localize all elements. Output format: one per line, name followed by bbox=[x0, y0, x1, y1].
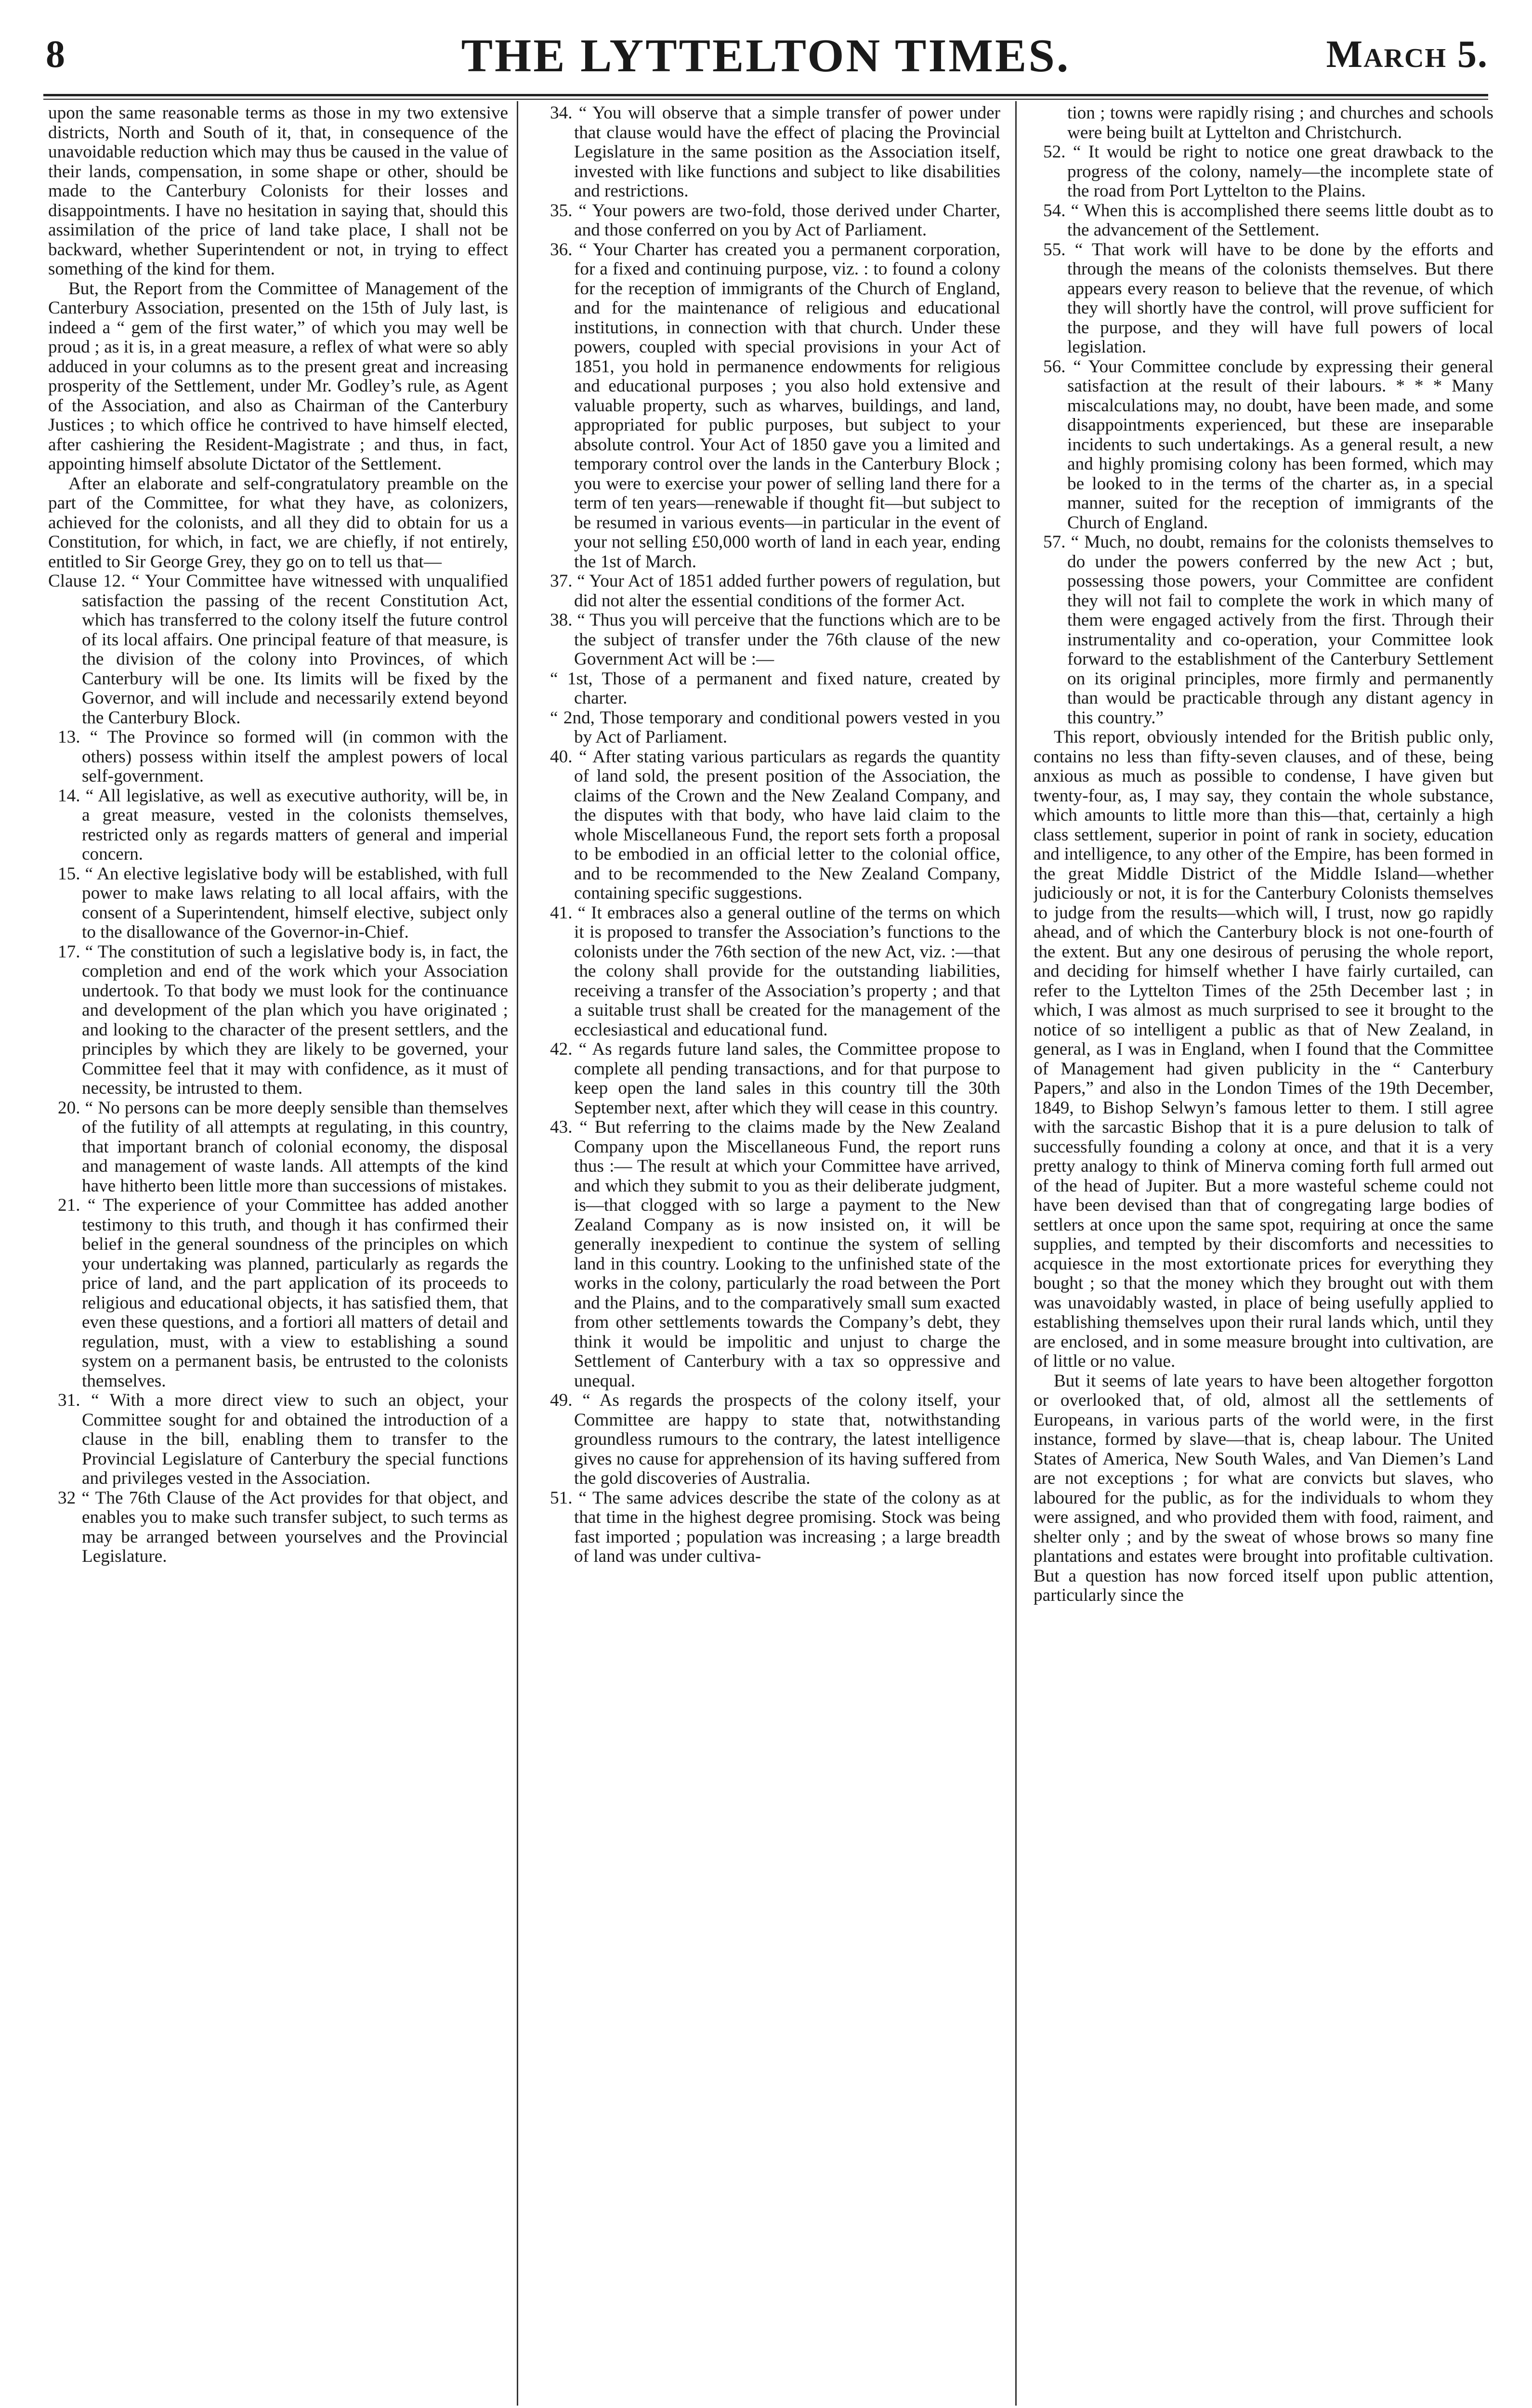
paragraph: But, the Report from the Committee of Management of the Canterbury Association, presented on the 15th of July last, is indeed a “ gem of the first water,” of which you may well be proud ; as it is, in a great measure, a reflex of what were so ably adduced in your columns as to the present great and increasing prosperity of the Settlement, under Mr. Godley’s rule, as Agent of the Association, and also as Chairman of the Canterbury Justices ; to which office he contrived to have himself elected, after cashiering the Resident-Magistrate ; and thus, in fact, appointing himself absolute Dictator of the Settlement. bbox=[48, 278, 508, 474]
clause: “ 2nd, Those temporary and conditional powers vested in you by Act of Parliament. bbox=[550, 707, 1000, 747]
newspaper-title: THE LYTTELTON TIMES. bbox=[461, 30, 1071, 82]
column-divider bbox=[1015, 101, 1017, 2406]
clause: 56. “ Your Committee conclude by expressing their general satisfaction at the result of their labours. * * * Many miscalculations may, no doubt, have been made, and some disappointments experienced, but these are inseparable incidents to such undertakings. As a general result, a new and highly promising colony has been formed, which may be looked to in the terms of the charter as, in a special manner, suited for the reception of immigrants of the Church of England. bbox=[1043, 356, 1493, 533]
paragraph: But it seems of late years to have been altogether forgotton or overlooked that, of old, almost all the settlements of Europeans, in various parts of the world were, in the first instance, formed by slave—that is, cheap labour. The United States of America, New South Wales, and Van Diemen’s Land are not exceptions ; for what are convicts but slaves, who laboured for the public, as for the individuals to whom they were assigned, and who provided them with food, raiment, and shelter only ; and by the sweat of whose brows so many fine plantations and estates were brought into profitable cultivation. But a question has now forced itself upon public attention, particularly since the bbox=[1034, 1371, 1493, 1605]
clause: 52. “ It would be right to notice one great drawback to the progress of the colony, namely—the incomplete state of the road from Port Lyttelton to the Plains. bbox=[1043, 142, 1493, 201]
column-divider bbox=[517, 101, 518, 2406]
clause: 32 “ The 76th Clause of the Act provides for that object, and enables you to make such transfer subject, to such terms as may be arranged between yourselves and the Provincial Legislature. bbox=[58, 1488, 508, 1566]
issue-date: March 5. bbox=[1326, 33, 1488, 76]
clause: 31. “ With a more direct view to such an object, your Committee sought for and obtained the introduction of a clause in the bill, enabling them to transfer to the Provincial Legislature of Canterbury the special functions and privileges vested in the Association. bbox=[58, 1390, 508, 1488]
clause: 21. “ The experience of your Committee has added another testimony to this truth, and though it has confirmed their belief in the general soundness of the principles on which your undertaking was planned, particularly as regards the price of land, and the part application of its proceeds to religious and educational objects, it has satisfied them, that even these questions, and a fortiori all matters of detail and regulation, must, with a view to establishing a sound system on a permanent basis, be entrusted to the colonists themselves. bbox=[58, 1195, 508, 1391]
clause: 37. “ Your Act of 1851 added further powers of regulation, but did not alter the essential conditions of the former Act. bbox=[550, 571, 1000, 611]
clause: 13. “ The Province so formed will (in common with the others) possess within itself the amplest powers of local self-government. bbox=[58, 727, 508, 786]
clause: 49. “ As regards the prospects of the colony itself, your Committee are happy to state that, notwithstanding groundless rumours to the contrary, the latest intelligence gives no cause for apprehension of its having suffered from the gold discoveries of Australia. bbox=[550, 1390, 1000, 1488]
masthead bbox=[43, 26, 1488, 96]
paragraph: tion ; towns were rapidly rising ; and churches and schools were being built at Lyttelton and Christchurch. bbox=[1067, 104, 1493, 143]
paragraph: upon the same reasonable terms as those in my two extensive districts, North and South of it, that, in consequence of the unavoidable reduction which may thus be caused in the value of their lands, compensation, in some shape or other, should be made to the Canterbury Colonists for their losses and disappointments. I have no hesitation in saying that, should this assimilation of the price of land take place, I shall not be backward, whether Superintendent or not, in trying to effect something of the kind for them. bbox=[48, 104, 508, 279]
clause: 15. “ An elective legislative body will be established, with full power to make laws relating to all local affairs, with the consent of a Superintendent, himself elective, subject only to the disallowance of the Governor-in-Chief. bbox=[58, 864, 508, 942]
clause: 43. “ But referring to the claims made by the New Zealand Company upon the Miscellaneous Fund, the report runs thus :— The result at which your Committee have arrived, and which they submit to you as their deliberate judgment, is—that clogged with so large a payment to the New Zealand Company as is now insisted on, it will be generally inexpedient to continue the system of selling land in this country. Looking to the unfinished state of the works in the colony, particularly the road between the Port and the Plains, and to the comparatively small sum exacted from other settlements towards the Company’s debt, they think it would be impolitic and unjust to charge the Settlement of Canterbury with a tax so oppressive and unequal. bbox=[550, 1117, 1000, 1391]
clause: 17. “ The constitution of such a legislative body is, in fact, the completion and end of the work which your Association undertook. To that body we must look for the continuance and development of the plan which you have originated ; and looking to the character of the present settlers, and the principles by which they are likely to be governed, your Committee feel that it may with confidence, as it must of necessity, be intrusted to them. bbox=[58, 942, 508, 1098]
page-number: 8 bbox=[46, 33, 65, 76]
clause: “ 1st, Those of a permanent and fixed nature, created by charter. bbox=[550, 668, 1000, 708]
clause: 41. “ It embraces also a general outline of the terms on which it is proposed to transfer the Association’s functions to the colonists under the 76th section of the new Act, viz. :—that the colony shall provide for the outstanding liabilities, receiving a transfer of the Association’s property ; and that a suitable trust shall be created for the management of the ecclesiastical and educational fund. bbox=[550, 903, 1000, 1040]
clause: 20. “ No persons can be more deeply sensible than themselves of the futility of all attempts at regulating, in this country, that important branch of colonial economy, the disposal and management of waste lands. All attempts of the kind have hitherto been little more than successions of mistakes. bbox=[58, 1098, 508, 1196]
masthead-rule-thin bbox=[43, 99, 1488, 100]
clause: 40. “ After stating various particulars as regards the quantity of land sold, the present position of the Association, the claims of the Crown and the New Zealand Company, and the disputes with that body, who have laid claim to the whole Miscellaneous Fund, the report sets forth a proposal to be embodied in an official letter to the colonial office, and to be recommended to the New Zealand Company, containing specific suggestions. bbox=[550, 746, 1000, 903]
clause: 14. “ All legislative, as well as executive authority, will be, in a great measure, vested in the colonists themselves, restricted only as regards matters of general and imperial concern. bbox=[58, 785, 508, 864]
paragraph: This report, obviously intended for the British public only, contains no less than fifty-seven clauses, and of these, being anxious as much as possible to condense, I have given but twenty-four, as, I may say, they contain the whole substance, which amounts to little more than this—that, certainly a high class settlement, superior in point of rank in society, education and intelligence, to any other of the Empire, has been formed in the great Middle District of the Middle Island—whether judiciously or not, it is for the Canterbury Colonists themselves to judge from the results—which will, I trust, now go rapidly ahead, and of which the Canterbury block is not one-fourth of the extent. But any one desirous of perusing the whole report, and deciding for himself whether I have fairly curtailed, can refer to the Lyttelton Times of the 25th December last ; in which, I was almost as much surprised to see it brought to the notice of so intelligent a public as that of New Zealand, in general, as I was in England, when I found that the Committee of Management had given publicity in the “ Canterbury Papers,” and also in the London Times of the 19th December, 1849, to Bishop Selwyn’s famous letter to them. I still agree with the sarcastic Bishop that it is a pure delusion to talk of successfully founding a colony at once, and that it is a very pretty analogy to think of Minerva coming forth full armed out of the head of Jupiter. But a more wasteful scheme could not have been devised than that of congregating large bodies of settlers at once upon the same spot, requiring at once the same supplies, and tempted by their discomforts and necessities to acquiesce in the most extortionate prices for everything they bought ; so that the money which they brought out with them was unavoidably wasted, in place of being usefully applied to establishing themselves upon their rural lands which, until they are enclosed, and in some measure brought into cultivation, are of little or no value. bbox=[1034, 727, 1493, 1371]
clause: 55. “ That work will have to be done by the efforts and through the means of the colonists themselves. But there appears every reason to believe that the revenue, of which they will shortly have the control, will prove sufficient for the purpose, and they will have full powers of local legislation. bbox=[1043, 239, 1493, 357]
clause: 51. “ The same advices describe the state of the colony as at that time in the highest degree promising. Stock was being fast imported ; population was increasing ; a large breadth of land was under cultiva- bbox=[550, 1488, 1000, 1566]
clause: 38. “ Thus you will perceive that the functions which are to be the subject of transfer under the 76th clause of the new Government Act will be :— bbox=[550, 610, 1000, 669]
clause: 57. “ Much, no doubt, remains for the colonists themselves to do under the powers conferred by the new Act ; but, possessing those powers, your Committee are confident they will not fail to complete the work in which many of them were engaged actively from the first. Through their instrumentality and co-operation, your Committee look forward to the establishment of the Canterbury Settlement on its original principles, more firmly and permanently than would be practicable through any distant agency in this country.” bbox=[1043, 532, 1493, 728]
paragraph: After an elaborate and self-congratulatory preamble on the part of the Committee, for what they have, as colonizers, achieved for the colonists, and all they did to obtain for us a Constitution, for which, in fact, we are chiefly, if not entirely, entitled to Sir George Grey, they go on to tell us that— bbox=[48, 473, 508, 572]
clause: Clause 12. “ Your Committee have witnessed with unqualified satisfaction the passing of the recent Constitution Act, which has transferred to the colony itself the future control of its local affairs. One principal feature of that measure, is the division of the colony into Provinces, of which Canterbury will be one. Its limits will be fixed by the Governor, and will include and necessarily extend beyond the Canterbury Block. bbox=[48, 571, 508, 728]
column-2 bbox=[540, 104, 1000, 2406]
clause: 34. “ You will observe that a simple transfer of power under that clause would have the effect of placing the Provincial Legislature in the same position as the Association itself, invested with like functions and subject to like disabilities and restrictions. bbox=[550, 104, 1000, 201]
clause: 54. “ When this is accomplished there seems little doubt as to the advancement of the Settlement. bbox=[1043, 200, 1493, 240]
column-1 bbox=[48, 104, 508, 2406]
column-3 bbox=[1034, 104, 1493, 2406]
masthead-rule bbox=[43, 94, 1488, 96]
clause: 36. “ Your Charter has created you a permanent corporation, for a fixed and continuing purpose, viz. : to found a colony for the reception of immigrants of the Church of England, and for the maintenance of religious and educational institutions, in connection with that church. Under these powers, coupled with special provisions in your Act of 1851, you hold in permanence endowments for religious and educational purposes ; you also hold extensive and valuable property, such as wharves, buildings, and land, appropriated for public purposes, but subject to your absolute control. Your Act of 1850 gave you a limited and temporary control over the lands in the Canterbury Block ; you were to exercise your power of selling land there for a term of ten years—renewable if thought fit—but subject to be resumed in various events—in particular in the event of your not selling £50,000 worth of land in each year, ending the 1st of March. bbox=[550, 239, 1000, 572]
clause: 35. “ Your powers are two-fold, those derived under Charter, and those conferred on you by Act of Parliament. bbox=[550, 200, 1000, 240]
clause: 42. “ As regards future land sales, the Committee propose to complete all pending transactions, and for that purpose to keep open the land sales in this country till the 30th September next, after which they will cease in this country. bbox=[550, 1039, 1000, 1118]
